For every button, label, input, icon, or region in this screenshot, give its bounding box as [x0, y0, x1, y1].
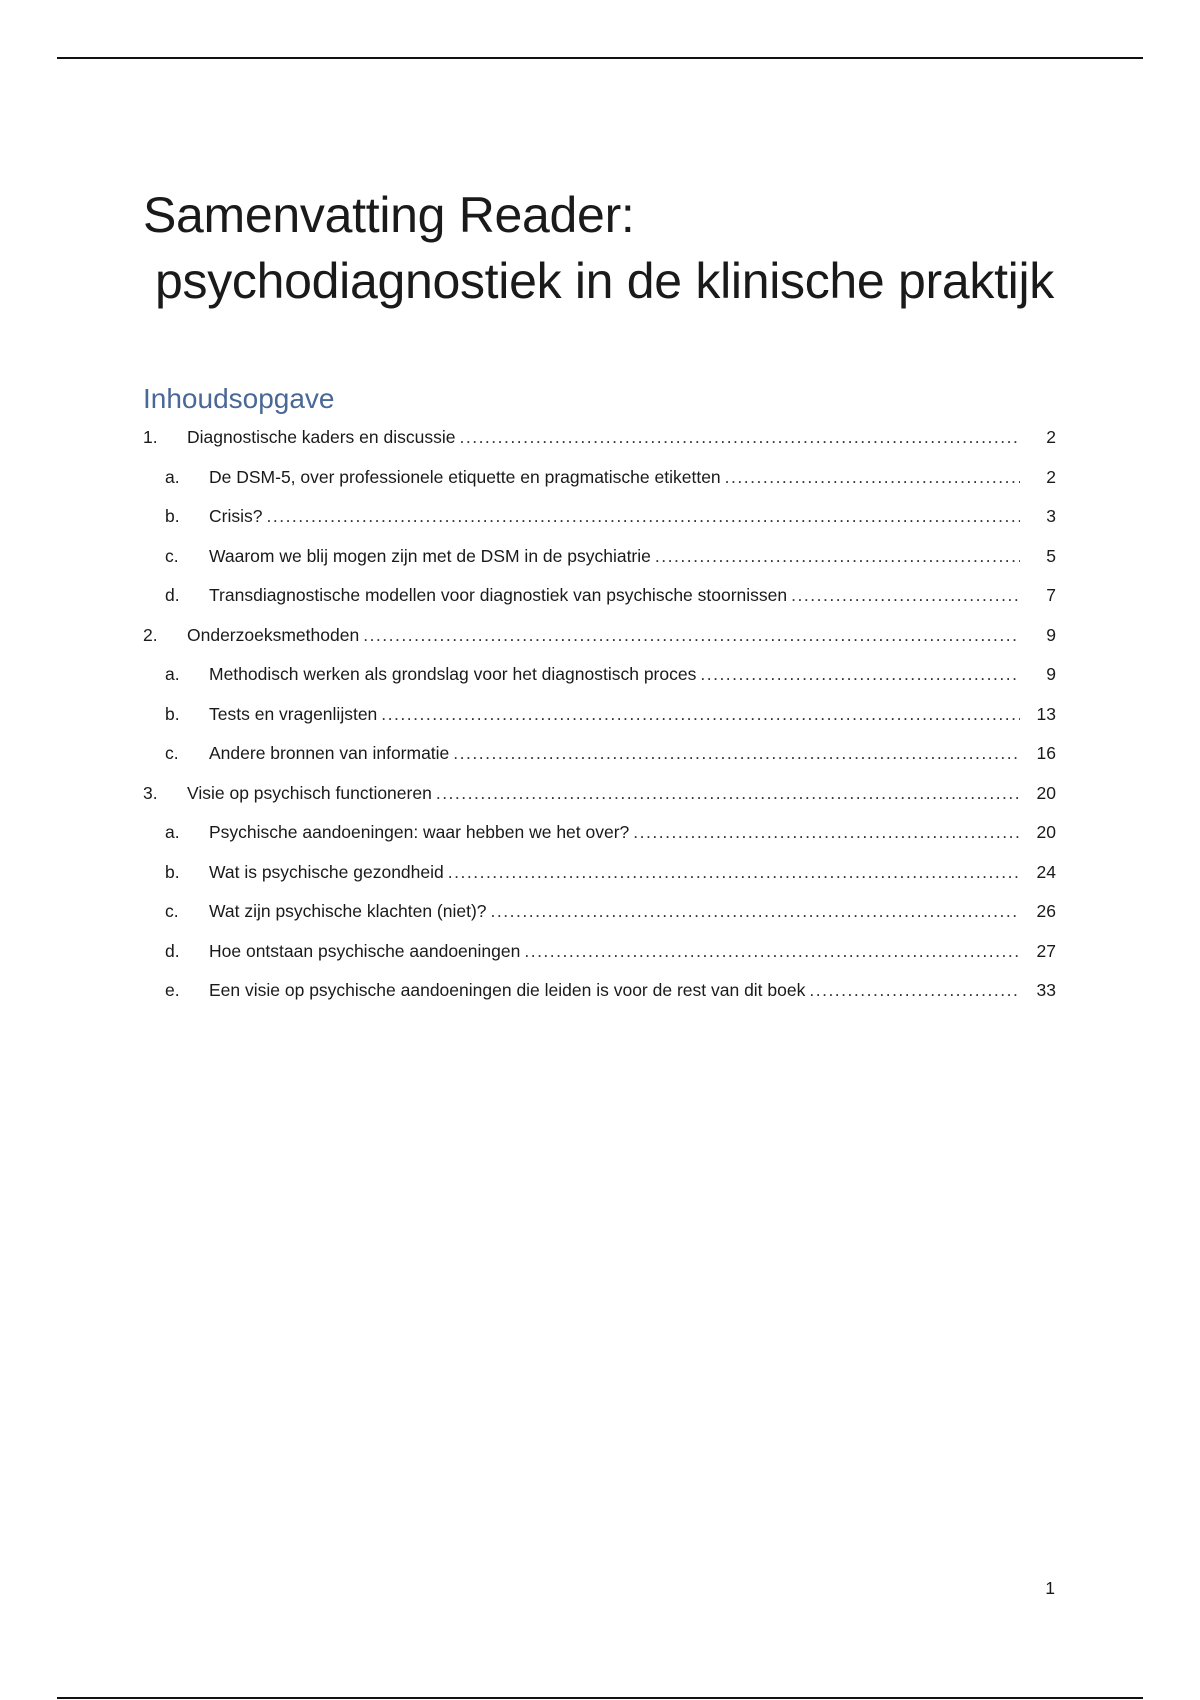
- toc-dot-leader: [524, 941, 1020, 962]
- toc-entry-number: c.: [165, 743, 179, 764]
- toc-entry-number: b.: [165, 506, 180, 527]
- toc-entry-1c[interactable]: [143, 537, 1056, 577]
- toc-entry-label: Crisis?: [209, 506, 266, 527]
- title-line-1: Samenvatting Reader:: [143, 186, 635, 243]
- toc-entry-page: 33: [1036, 980, 1056, 1001]
- toc-entry-label: De DSM-5, over professionele etiquette en pragmatische etiketten: [209, 467, 725, 488]
- toc-entry-label: Methodisch werken als grondslag voor het diagnostisch proces: [209, 664, 700, 685]
- toc-dot-leader: [448, 862, 1020, 883]
- toc-dot-leader: [363, 625, 1020, 646]
- toc-entry-page: 27: [1036, 940, 1056, 961]
- toc-entry-number: e.: [165, 980, 180, 1001]
- toc-entry-page: 5: [1046, 545, 1056, 566]
- toc-entry-page: 13: [1036, 703, 1056, 724]
- toc-entry-page: 26: [1036, 901, 1056, 922]
- toc-entry-3d[interactable]: [143, 932, 1056, 972]
- toc-entry-label: Wat zijn psychische klachten (niet)?: [209, 901, 491, 922]
- toc-entry-1[interactable]: [143, 418, 1056, 458]
- header-rule: [57, 57, 1143, 59]
- toc-entry-label: Onderzoeksmethoden: [187, 625, 363, 646]
- toc-dot-leader: [700, 664, 1020, 685]
- toc-entry-3c[interactable]: [143, 892, 1056, 932]
- toc-entry-label: Waarom we blij mogen zijn met de DSM in de psychiatrie: [209, 546, 655, 567]
- toc-entry-3[interactable]: [143, 774, 1056, 814]
- toc-entry-1b[interactable]: [143, 497, 1056, 537]
- toc-dot-leader: [436, 783, 1020, 804]
- toc-entry-number: d.: [165, 585, 180, 606]
- toc-entry-number: 3.: [143, 782, 158, 803]
- table-of-contents: [143, 418, 1056, 1011]
- toc-dot-leader: [453, 743, 1020, 764]
- toc-entry-1a[interactable]: [143, 458, 1056, 498]
- toc-entry-number: 1.: [143, 427, 158, 448]
- toc-entry-page: 20: [1036, 782, 1056, 803]
- toc-entry-label: Visie op psychisch functioneren: [187, 783, 436, 804]
- toc-entry-label: Diagnostische kaders en discussie: [187, 427, 459, 448]
- toc-entry-3a[interactable]: [143, 813, 1056, 853]
- toc-entry-number: c.: [165, 545, 179, 566]
- toc-entry-number: b.: [165, 703, 180, 724]
- toc-dot-leader: [791, 585, 1020, 606]
- toc-entry-label: Tests en vragenlijsten: [209, 704, 381, 725]
- toc-entry-page: 24: [1036, 861, 1056, 882]
- toc-entry-label: Hoe ontstaan psychische aandoeningen: [209, 941, 524, 962]
- title-line-2: psychodiagnostiek in de klinische praktijk: [155, 252, 1054, 309]
- page-number: 1: [1045, 1578, 1055, 1598]
- toc-entry-label: Andere bronnen van informatie: [209, 743, 453, 764]
- toc-dot-leader: [381, 704, 1020, 725]
- toc-dot-leader: [725, 467, 1020, 488]
- toc-entry-2c[interactable]: [143, 734, 1056, 774]
- toc-entry-label: Psychische aandoeningen: waar hebben we het over?: [209, 822, 633, 843]
- toc-heading: Inhoudsopgave: [143, 383, 335, 414]
- footer-rule: [57, 1697, 1143, 1699]
- toc-entry-page: 20: [1036, 822, 1056, 843]
- toc-entry-2a[interactable]: [143, 655, 1056, 695]
- toc-entry-2b[interactable]: [143, 695, 1056, 735]
- toc-entry-page: 9: [1046, 664, 1056, 685]
- toc-entry-2[interactable]: [143, 616, 1056, 656]
- toc-entry-1d[interactable]: [143, 576, 1056, 616]
- toc-entry-page: 2: [1046, 427, 1056, 448]
- toc-entry-page: 3: [1046, 506, 1056, 527]
- toc-entry-label: Transdiagnostische modellen voor diagnostiek van psychische stoornissen: [209, 585, 791, 606]
- toc-entry-number: a.: [165, 664, 180, 685]
- toc-entry-page: 16: [1036, 743, 1056, 764]
- toc-entry-label: Een visie op psychische aandoeningen die leiden is voor de rest van dit boek: [209, 980, 809, 1001]
- toc-entry-number: a.: [165, 466, 180, 487]
- toc-dot-leader: [491, 901, 1020, 922]
- toc-dot-leader: [655, 546, 1020, 567]
- toc-entry-page: 7: [1046, 585, 1056, 606]
- document-title: [143, 182, 1103, 314]
- toc-entry-3b[interactable]: [143, 853, 1056, 893]
- toc-dot-leader: [633, 822, 1020, 843]
- toc-entry-page: 2: [1046, 466, 1056, 487]
- toc-dot-leader: [266, 506, 1020, 527]
- toc-entry-page: 9: [1046, 624, 1056, 645]
- toc-entry-number: a.: [165, 822, 180, 843]
- toc-entry-number: c.: [165, 901, 179, 922]
- toc-entry-label: Wat is psychische gezondheid: [209, 862, 448, 883]
- toc-entry-number: d.: [165, 940, 180, 961]
- toc-dot-leader: [809, 980, 1020, 1001]
- toc-entry-number: b.: [165, 861, 180, 882]
- toc-entry-number: 2.: [143, 624, 158, 645]
- toc-dot-leader: [459, 427, 1020, 448]
- toc-entry-3e[interactable]: [143, 971, 1056, 1011]
